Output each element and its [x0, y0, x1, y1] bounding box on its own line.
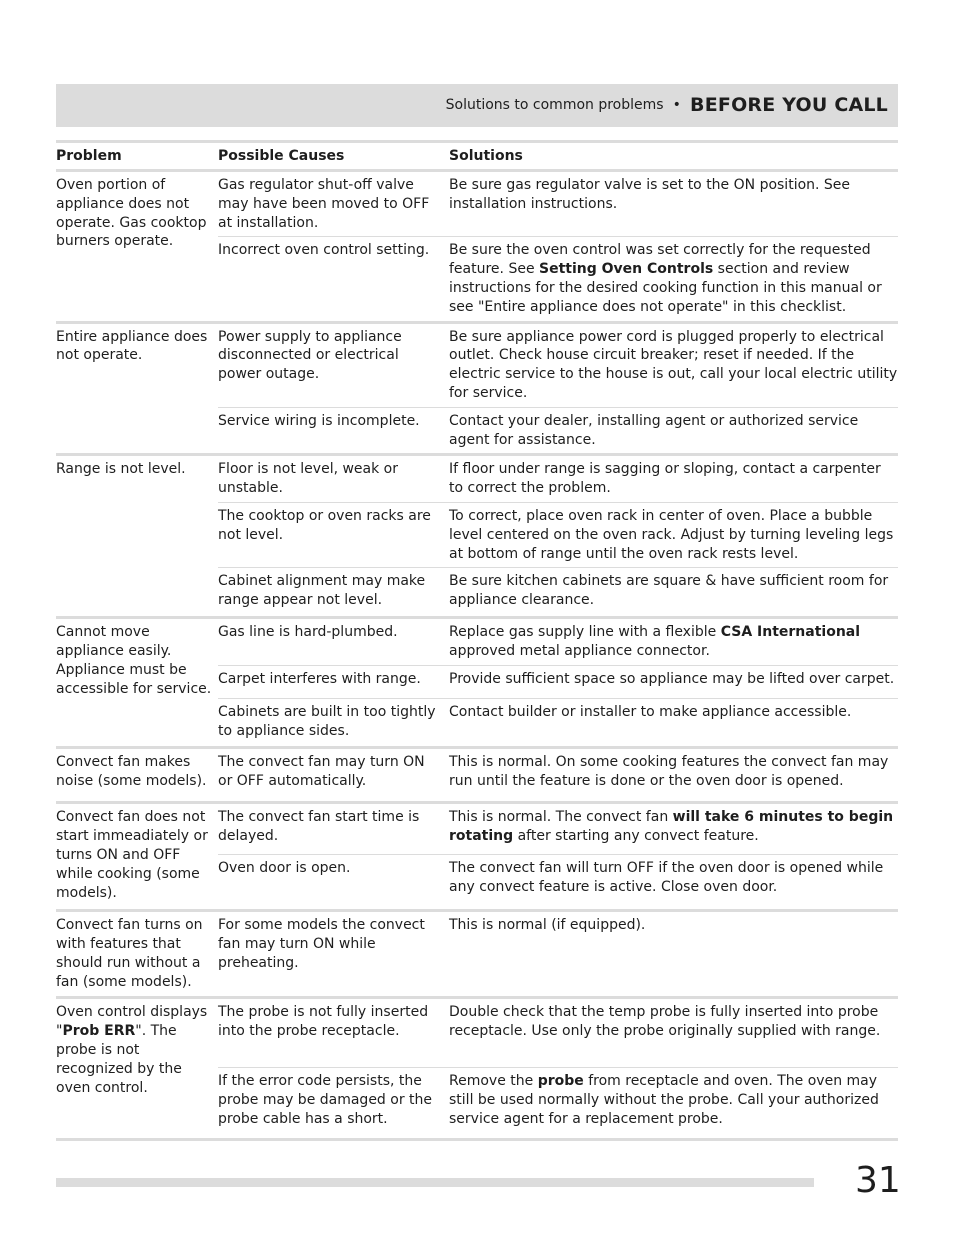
problem-group — [56, 456, 898, 619]
table-row — [218, 1068, 898, 1138]
text-run: Contact your dealer, installing agent or authorized service agent for assistance. — [449, 412, 859, 448]
header-bullet: • — [672, 97, 681, 113]
text-run: Remove the — [449, 1073, 538, 1090]
solution-cell — [449, 237, 898, 320]
solution-cell — [449, 568, 898, 616]
table-row — [218, 324, 898, 408]
solution-cell — [449, 999, 898, 1067]
emphasis-text: Prob ERR — [62, 1023, 136, 1040]
problem-group — [56, 804, 898, 912]
solution-cell — [449, 912, 898, 996]
cause-cell: Power supply to appliance disconnected or electrical power outage. — [218, 328, 402, 383]
cause-solution-rows — [218, 999, 898, 1138]
text-run: The convect fan will turn OFF if the oven door is opened while any convect feature is active. Close oven door. — [449, 860, 884, 896]
problem-cell: Entire appliance does not operate. — [56, 328, 208, 364]
cause-cell: Carpet interferes with range. — [218, 671, 421, 688]
problem-group — [56, 172, 898, 324]
solution-cell — [449, 855, 898, 909]
cause-cell: Gas regulator shut-off valve may have been moved to OFF at installation. — [218, 177, 430, 231]
emphasis-text: will take 6 minutes to begin rotating — [449, 809, 894, 845]
table-row — [218, 408, 898, 454]
table-row — [218, 456, 898, 503]
problem-group — [56, 619, 898, 749]
cause-cell: Floor is not level, weak or unstable. — [218, 461, 399, 497]
table-row — [218, 503, 898, 568]
table-row — [218, 912, 898, 996]
problem-cell: Oven portion of appliance does not operate. Gas cooktop burners operate. — [56, 177, 207, 250]
cause-cell: The probe is not fully inserted into the probe receptacle. — [218, 1004, 429, 1040]
table-row — [218, 999, 898, 1068]
text-run: This is normal. On some cooking features the convect fan may run until the feature is done or the oven door is opened. — [449, 754, 889, 790]
column-header-solutions: Solutions — [449, 148, 523, 164]
cause-solution-rows — [218, 749, 898, 801]
problem-cell — [56, 999, 218, 1138]
troubleshooting-table — [56, 140, 898, 1141]
cause-cell: Oven door is open. — [218, 860, 351, 877]
problem-cell: Cannot move appliance easily. Appliance must be accessible for service. — [56, 624, 212, 697]
text-run: Be sure the oven control was set correctly for the requested feature. See — [449, 242, 871, 278]
table-row — [218, 749, 898, 801]
footer-bar — [56, 1178, 814, 1187]
solution-cell — [449, 172, 898, 236]
text-run: Contact builder or installer to make appliance accessible. — [449, 704, 852, 721]
cause-cell: Cabinet alignment may make range appear not level. — [218, 573, 426, 609]
cause-solution-rows — [218, 619, 898, 746]
table-row — [218, 172, 898, 237]
cause-cell: If the error code persists, the probe may be damaged or the probe cable has a short. — [218, 1073, 433, 1127]
table-row — [218, 855, 898, 909]
problem-group — [56, 749, 898, 804]
cause-solution-rows — [218, 324, 898, 454]
cause-cell: Incorrect oven control setting. — [218, 242, 430, 259]
cause-cell: The convect fan may turn ON or OFF automatically. — [218, 754, 425, 790]
text-run: To correct, place oven rack in center of oven. Place a bubble level centered on the oven rack. Adjust by turning leveling legs at bottom of range until the oven rack rests level. — [449, 507, 894, 562]
page-number: 31 — [855, 1160, 901, 1201]
solution-cell — [449, 804, 898, 854]
solution-cell — [449, 1068, 898, 1138]
solution-cell — [449, 408, 898, 454]
emphasis-text: Setting Oven Controls — [539, 261, 714, 278]
text-run: Be sure appliance power cord is plugged properly to electrical outlet. Check house circuit breaker; reset if needed. If the electric service to the house is out, call your local electric utility for service. — [449, 328, 898, 401]
problem-cell: Convect fan makes noise (some models). — [56, 754, 207, 790]
cause-cell: For some models the convect fan may turn ON while preheating. — [218, 917, 425, 971]
solution-cell — [449, 699, 898, 745]
solution-cell — [449, 666, 898, 698]
table-row — [218, 568, 898, 616]
cause-cell: The convect fan start time is delayed. — [218, 809, 420, 845]
header-bar — [56, 84, 898, 127]
cause-cell: Cabinets are built in too tightly to appliance sides. — [218, 704, 436, 740]
table-row — [218, 699, 898, 745]
table-body — [56, 172, 898, 1141]
text-run: Oven control displays " — [56, 1004, 208, 1040]
column-header-causes: Possible Causes — [218, 148, 345, 164]
problem-group — [56, 912, 898, 999]
table-row — [218, 619, 898, 666]
text-run: Provide sufficient space so appliance may be lifted over carpet. — [449, 671, 895, 688]
table-header — [56, 140, 898, 172]
problem-cell: Convect fan turns on with features that should run without a fan (some models). — [56, 917, 203, 990]
text-run: Be sure kitchen cabinets are square & have sufficient room for appliance clearance. — [449, 573, 889, 609]
table-row — [218, 237, 898, 320]
cause-cell: Gas line is hard-plumbed. — [218, 624, 398, 641]
solution-cell — [449, 619, 898, 665]
text-run: section and review instructions for the desired cooking function in this manual or see "Entire appliance does not operate" in this checklist. — [449, 261, 882, 315]
problem-cell: Convect fan does not start immeadiately or turns ON and OFF while cooking (some models). — [56, 809, 208, 901]
text-run: This is normal. The convect fan — [449, 809, 673, 826]
emphasis-text: CSA International — [720, 624, 861, 641]
column-header-problem: Problem — [56, 148, 122, 164]
table-row — [218, 666, 898, 699]
text-run: Double check that the temp probe is fully inserted into probe receptacle. Use only the probe originally supplied with range. — [449, 1004, 881, 1040]
table-row — [218, 804, 898, 855]
cause-solution-rows — [218, 456, 898, 616]
section-subtitle: Solutions to common problems — [445, 97, 664, 113]
emphasis-text: probe — [537, 1073, 584, 1090]
text-run: from receptacle and oven. The oven may still be used normally without the probe. Call your authorized service agent for a replacement probe. — [449, 1073, 879, 1127]
text-run: This is normal (if equipped). — [449, 917, 646, 934]
text-run: after starting any convect feature. — [513, 828, 759, 845]
text-run: approved metal appliance connector. — [449, 643, 710, 660]
text-run: If floor under range is sagging or sloping, contact a carpenter to correct the problem. — [449, 461, 881, 497]
text-run: Replace gas supply line with a flexible — [449, 624, 721, 641]
cause-solution-rows — [218, 172, 898, 321]
header-text — [446, 94, 888, 116]
solution-cell — [449, 456, 898, 502]
solution-cell — [449, 503, 898, 567]
cause-cell: The cooktop or oven racks are not level. — [218, 507, 431, 543]
problem-group — [56, 999, 898, 1141]
solution-cell — [449, 749, 898, 801]
solution-cell — [449, 324, 898, 407]
cause-solution-rows — [218, 912, 898, 996]
cause-cell: Service wiring is incomplete. — [218, 412, 420, 429]
problem-group — [56, 324, 898, 457]
section-title: BEFORE YOU CALL — [690, 94, 888, 116]
text-run: ". The probe is not recognized by the oven control. — [56, 1023, 182, 1096]
problem-cell: Range is not level. — [56, 461, 186, 478]
cause-solution-rows — [218, 804, 898, 909]
text-run: Be sure gas regulator valve is set to the ON position. See installation instructions. — [449, 177, 851, 212]
